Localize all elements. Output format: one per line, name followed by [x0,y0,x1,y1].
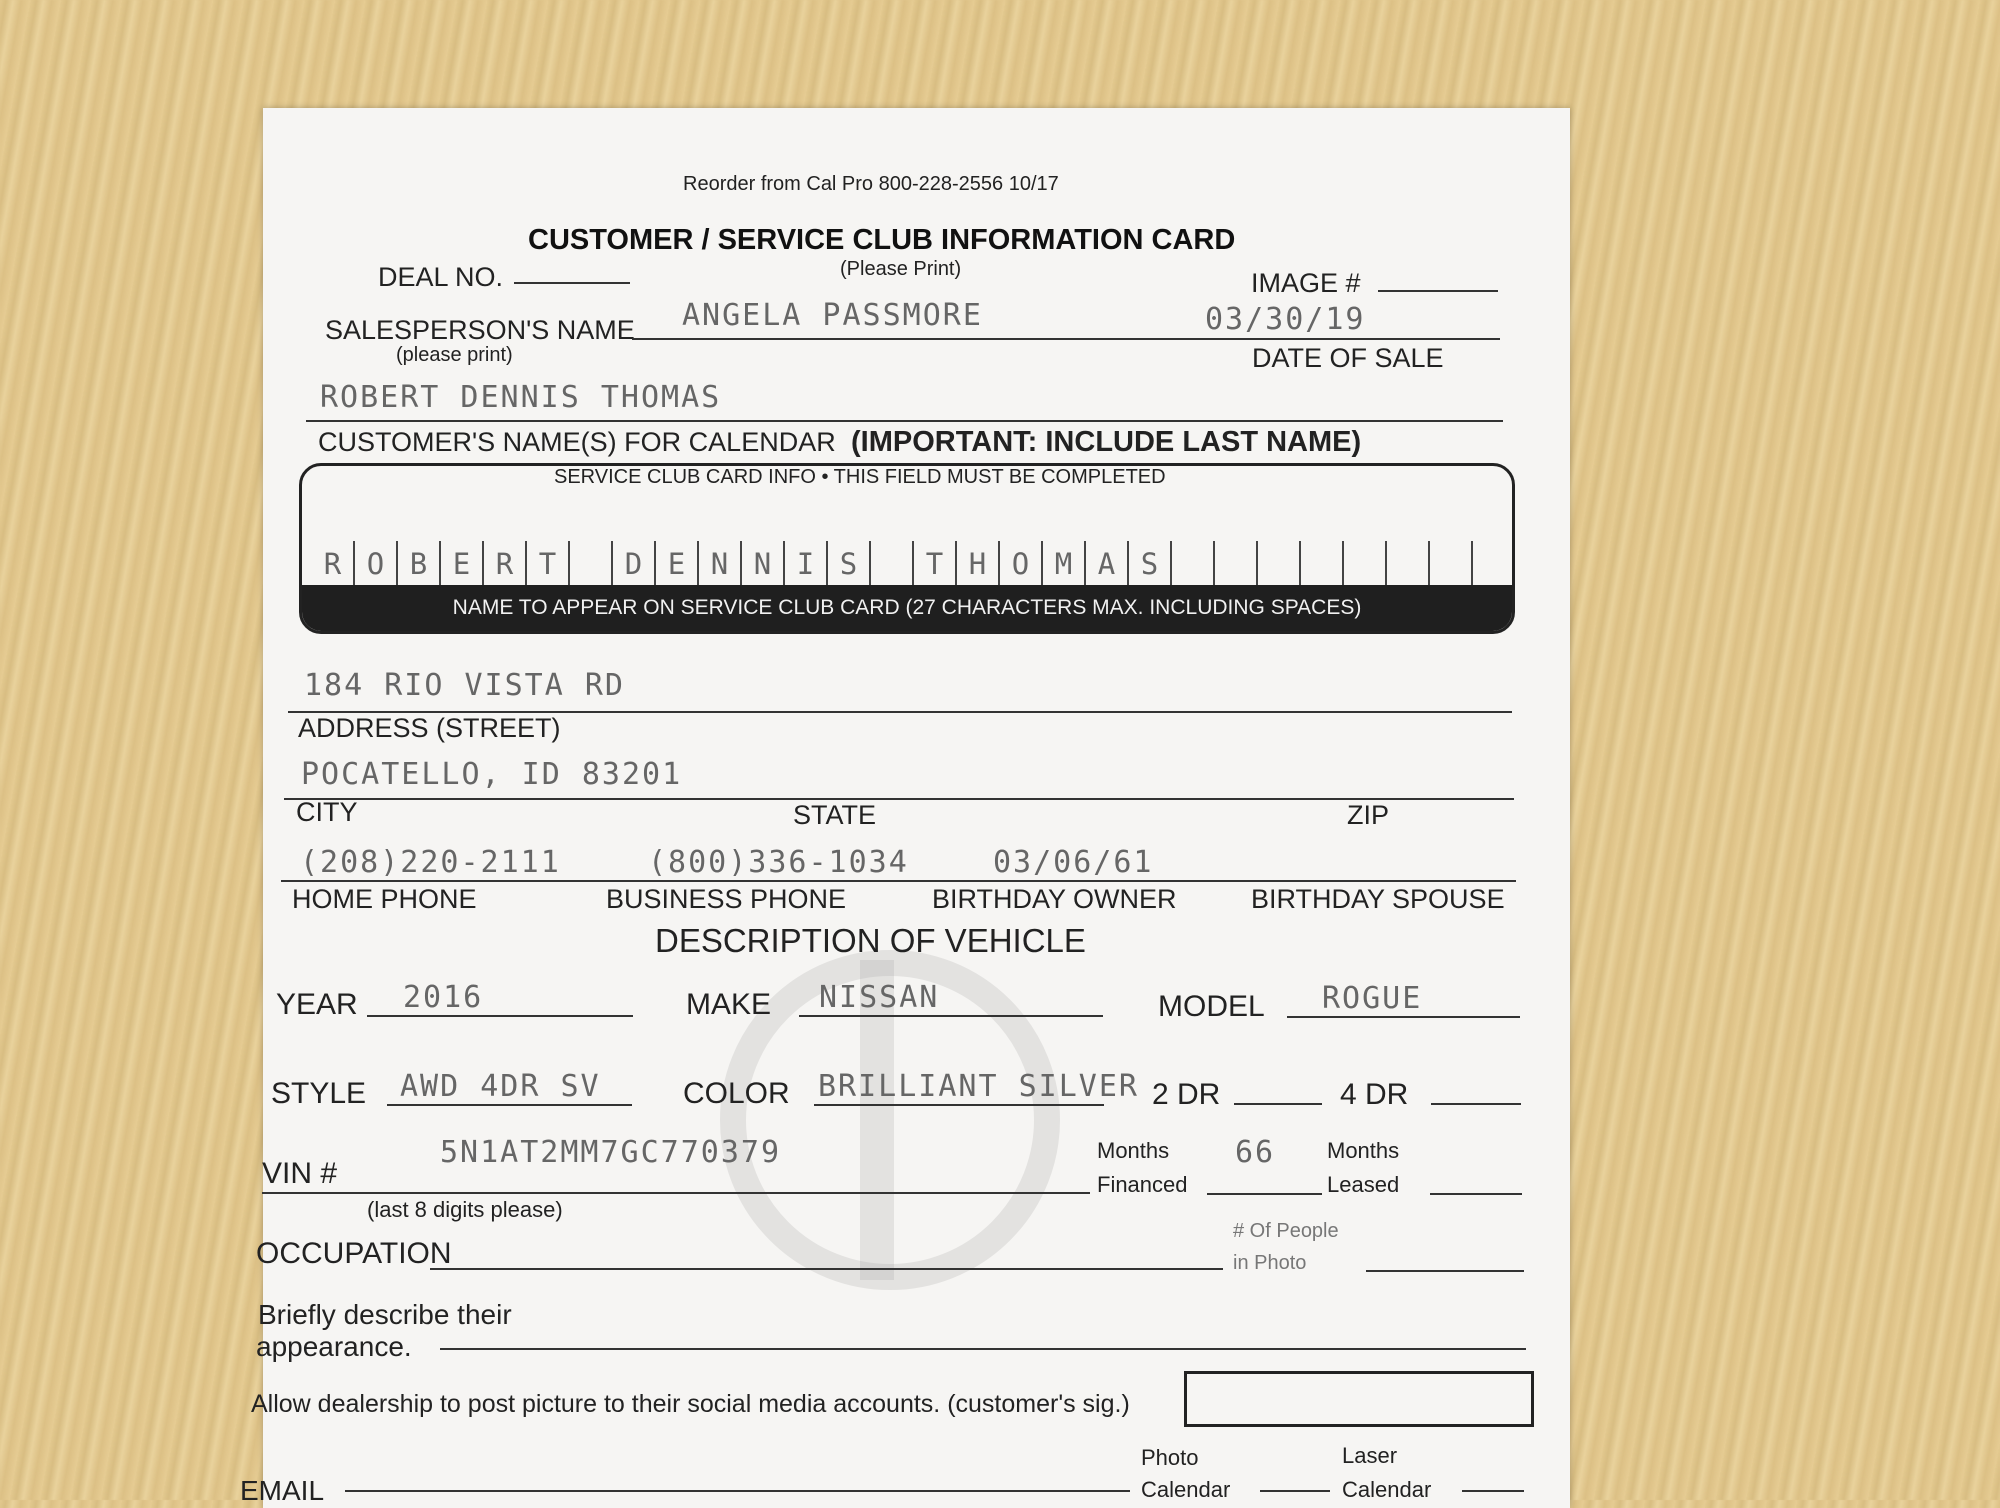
four-dr-line [1431,1103,1521,1105]
club-char-cell: B [398,541,441,587]
phones-line [281,880,1516,882]
email-line [345,1490,1130,1492]
city-line [284,798,1514,800]
business-phone-value: (800)336-1034 [648,845,909,880]
club-char-cell: T [527,541,570,587]
deal-no-label: DEAL NO. [378,262,504,292]
state-label: STATE [793,800,877,830]
club-char-cell [570,541,613,587]
club-char-cell [871,541,914,587]
style-value: AWD 4DR SV [400,1069,601,1104]
two-dr-label: 2 DR [1152,1078,1221,1111]
city-state-zip-value: POCATELLO, ID 83201 [301,757,683,792]
club-char-cell: T [914,541,957,587]
club-char-cell [1430,541,1473,587]
photo-calendar-label-1: Photo [1141,1445,1199,1470]
card-title: CUSTOMER / SERVICE CLUB INFORMATION CARD [528,224,1236,256]
customer-names-line [306,420,1503,422]
address-value: 184 RIO VISTA RD [304,668,625,703]
club-char-cell: N [742,541,785,587]
club-char-cell [1387,541,1430,587]
club-bar-text: NAME TO APPEAR ON SERVICE CLUB CARD (27 CHARACTERS MAX. INCLUDING SPACES) [452,596,1362,619]
describe-line [440,1348,1526,1350]
club-char-cell: O [1000,541,1043,587]
club-char-cell: S [828,541,871,587]
club-char-cell: E [656,541,699,587]
describe-label-1: Briefly describe their [258,1299,512,1330]
months-leased-line [1430,1193,1522,1195]
club-char-cell: N [699,541,742,587]
model-label: MODEL [1158,990,1265,1023]
club-bar [302,585,1512,631]
club-char-cell [1215,541,1258,587]
customer-names-label: CUSTOMER'S NAME(S) FOR CALENDAR [318,427,836,457]
customer-names-value: ROBERT DENNIS THOMAS [320,380,722,415]
important-note: (IMPORTANT: INCLUDE LAST NAME) [851,426,1362,458]
photo-calendar-label-2: Calendar [1141,1477,1231,1502]
city-label: CITY [296,797,358,827]
make-label: MAKE [686,988,772,1021]
club-char-cell: H [957,541,1000,587]
salesperson-label: SALESPERSON'S NAME [325,315,635,345]
salesperson-value: ANGELA PASSMORE [682,298,983,333]
club-char-cell: A [1086,541,1129,587]
birthday-spouse-label: BIRTHDAY SPOUSE [1251,884,1505,914]
vin-sub: (last 8 digits please) [367,1197,563,1222]
occupation-label: OCCUPATION [256,1237,452,1270]
color-line [814,1104,1104,1106]
home-phone-label: HOME PHONE [292,884,477,914]
deal-no-line [514,282,630,284]
club-char-cell: E [441,541,484,587]
year-label: YEAR [276,988,358,1021]
club-char-cell: D [613,541,656,587]
club-char-cell: S [1129,541,1172,587]
style-line [387,1104,632,1106]
club-char-cell: O [355,541,398,587]
color-value: BRILLIANT SILVER [818,1069,1139,1104]
salesperson-line [632,338,1500,340]
club-char-cell: R [484,541,527,587]
reorder-text: Reorder from Cal Pro 800-228-2556 10/17 [683,173,1059,195]
months-financed-label-1: Months [1097,1138,1170,1163]
business-phone-label: BUSINESS PHONE [606,884,847,914]
club-info-label: SERVICE CLUB CARD INFO • THIS FIELD MUST BE COMPLETED [554,466,1166,488]
style-label: STYLE [271,1077,367,1110]
home-phone-value: (208)220-2111 [300,845,561,880]
year-line [367,1015,633,1017]
model-value: ROGUE [1322,981,1423,1016]
email-label: EMAIL [240,1475,325,1506]
people-label-1: # Of People [1233,1220,1339,1242]
club-name-cells [312,541,1473,587]
vehicle-heading: DESCRIPTION OF VEHICLE [655,922,1086,959]
two-dr-line [1234,1103,1322,1105]
club-char-cell [1344,541,1387,587]
please-print: (Please Print) [840,258,962,280]
model-line [1287,1016,1520,1018]
signature-box[interactable] [1184,1371,1534,1427]
service-club-box [299,463,1515,634]
year-value: 2016 [403,980,484,1015]
make-line [799,1015,1103,1017]
vin-value: 5N1AT2MM7GC770379 [440,1135,782,1170]
birthday-owner-label: BIRTHDAY OWNER [932,884,1177,914]
date-of-sale-value: 03/30/19 [1205,302,1366,337]
describe-label-2: appearance. [256,1331,412,1362]
months-financed-line [1207,1193,1322,1195]
months-financed-label-2: Financed [1097,1172,1188,1197]
photo-calendar-line [1260,1490,1330,1492]
months-leased-label-1: Months [1327,1138,1400,1163]
image-no-label: IMAGE # [1251,268,1361,298]
make-value: NISSAN [819,980,940,1015]
club-char-cell [1301,541,1344,587]
image-no-line [1378,290,1498,292]
salesperson-sub: (please print) [396,344,513,366]
months-leased-label-2: Leased [1327,1172,1400,1197]
club-char-cell: I [785,541,828,587]
club-char-cell [1258,541,1301,587]
club-char-cell: R [312,541,355,587]
vin-label: VIN # [262,1157,338,1190]
zip-label: ZIP [1347,800,1390,830]
social-label: Allow dealership to post picture to their social media accounts. (customer's sig.) [251,1390,1130,1418]
laser-calendar-line [1462,1490,1524,1492]
club-char-cell: M [1043,541,1086,587]
color-label: COLOR [683,1077,790,1110]
date-of-sale-label: DATE OF SALE [1252,343,1444,373]
club-char-cell [1172,541,1215,587]
laser-calendar-label-1: Laser [1342,1443,1398,1468]
laser-calendar-label-2: Calendar [1342,1477,1432,1502]
people-label-2: in Photo [1233,1252,1307,1274]
birthday-owner-value: 03/06/61 [993,845,1154,880]
months-financed-value: 66 [1235,1135,1276,1170]
people-line [1366,1270,1524,1272]
four-dr-label: 4 DR [1340,1078,1409,1111]
address-label: ADDRESS (STREET) [298,713,561,743]
vin-line [262,1192,1090,1194]
occupation-line [430,1268,1223,1270]
